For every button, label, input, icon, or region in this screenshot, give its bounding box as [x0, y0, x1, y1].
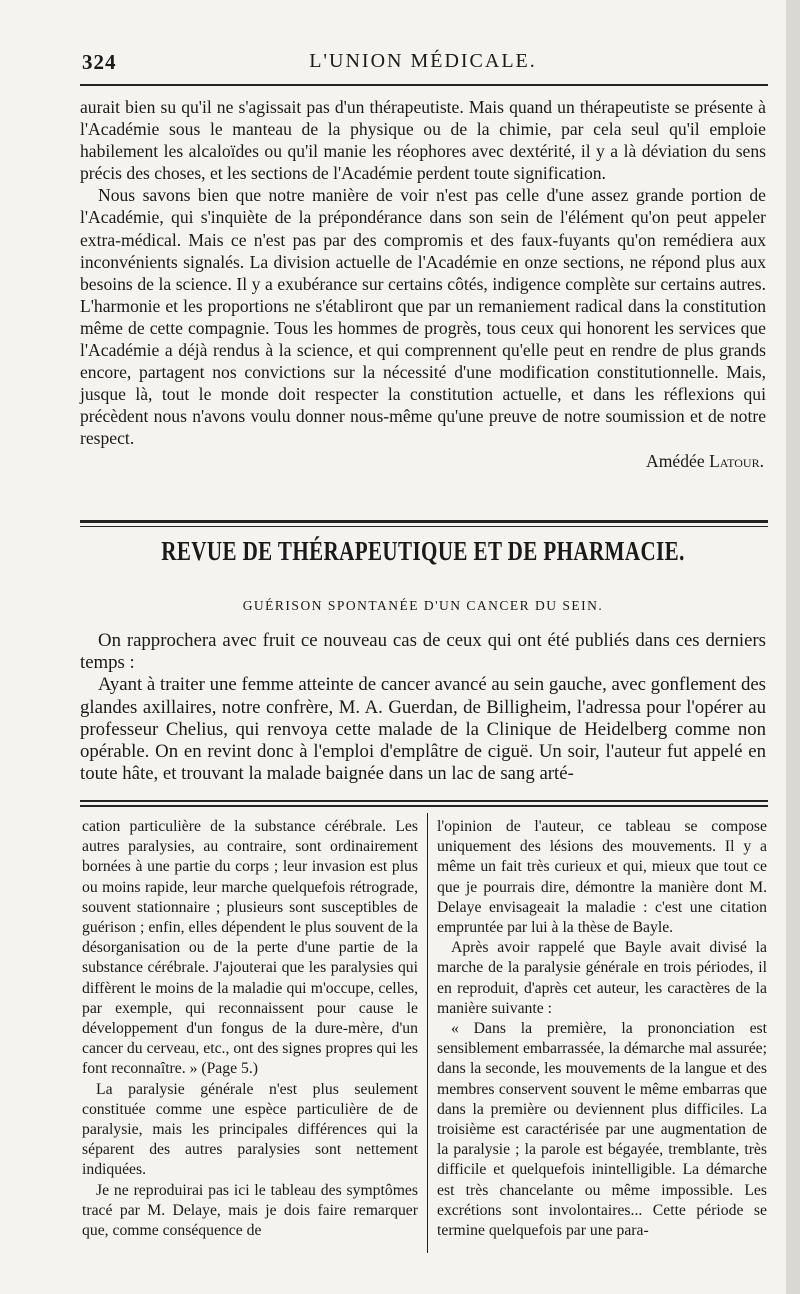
page-number: 324	[82, 50, 117, 74]
section-divider-bottom	[80, 526, 768, 527]
editorial-article	[80, 96, 766, 472]
column-divider	[427, 813, 428, 1253]
section-title: REVUE DE THÉRAPEUTIQUE ET DE PHARMACIE.	[161, 536, 685, 566]
section-divider-top	[80, 520, 768, 523]
feuilleton-paragraph: l'opinion de l'auteur, ce tableau se compose uniquement des lésions des mouvements. Il y a même un fait très curieux et qui, mieux que tout ce que je pourrais dire, démontre la manière dont M. Delaye envisageait la maladie : c'est une citation empruntée par lui à la thèse de Bayle.	[437, 818, 767, 937]
author-signature	[80, 450, 766, 472]
article-paragraph: Ayant à traiter une femme atteinte de cancer avancé au sein gauche, avec gonflement des glandes axillaires, notre confrère, M. A. Guerdan, de Billigheim, l'adressa pour l'opérer au professeur Chelius, qui renvoya cette malade de la Clinique de Heidelberg comme non opérable. On en revint donc à l'emploi d'emplâtre de ciguë. Un soir, l'auteur fut appelé en toute hâte, et trouvant la malade baignée dans un lac de sang arté-	[80, 674, 766, 785]
page-header	[82, 50, 764, 74]
page-edge	[786, 0, 800, 1294]
feuilleton-paragraph: cation particulière de la substance cérébrale. Les autres paralysies, au contraire, sont ordinairement bornées à une partie du corps ; leur invasion est plus ou moins rapide, leur marche quelquefois rétrograde, souvent stationnaire ; plusieurs sont susceptibles de guérison ; enfin, elles dépendent le plus souvent de la désorganisation ou de la perte d'une partie de la substance cérébrale. J'ajouterai que les paralysies qui diffèrent le moins de la maladie qui m'occupe, celles, par exemple, qui reconnaissent pour cause le développement d'un fongus de la dure-mère, d'un cancer du cerveau, etc., ont des signes propres qui les font reconnaître. » (Page 5.)	[82, 818, 418, 1078]
feuilleton-paragraph: Je ne reproduirai pas ici le tableau des symptômes tracé par M. Delaye, mais je dois faire remarquer que, comme conséquence de	[82, 1181, 418, 1240]
feuilleton-left-column	[82, 817, 418, 1241]
signature-last-name: Latour.	[709, 450, 764, 471]
feuilleton-rule-top	[80, 800, 768, 802]
signature-first-name: Amédée	[646, 450, 705, 471]
header-rule	[80, 84, 768, 86]
article-subtitle: GUÉRISON SPONTANÉE D'UN CANCER DU SEIN.	[242, 598, 604, 613]
running-title: L'UNION MÉDICALE.	[309, 50, 537, 72]
feuilleton-right-column	[437, 817, 767, 1241]
cancer-article	[80, 630, 766, 785]
editorial-paragraph: aurait bien su qu'il ne s'agissait pas d'un thérapeutiste. Mais quand un thérapeutiste se présente à l'Académie sous le manteau de la physique ou de la chimie, par cela seul qu'il emploie habilement les alcaloïdes ou qu'il manie les réophores avec dextérité, il y a là déviation du sens précis des choses, et les sections de l'Académie perdent toute signification.	[80, 97, 766, 184]
editorial-paragraph: Nous savons bien que notre manière de voir n'est pas celle d'une assez grande portion de l'Académie, qui s'inquiète de la prépondérance dans son sein de l'élément qu'on peut appeler extra-médical. Mais ce n'est pas par des compromis et des faux-fuyants qu'on remédiera aux inconvénients signalés. La division actuelle de l'Académie en onze sections, ne répond plus aux besoins de la science. Il y a exubérance sur certains côtés, indigence complète sur certains autres. L'harmonie et les proportions ne s'établiront que par un remaniement radical dans la constitution même de cette compagnie. Tous les hommes de progrès, tous ceux qui honorent les services que l'Académie a déjà rendus à la science, et qui comprennent qu'elle peut en rendre de plus grands encore, partagent nos convictions sur la nécessité d'une modification constitutionnelle. Mais, jusque là, tout le monde doit respecter la constitution actuelle, et dans les réflexions qui précèdent nous n'avons voulu donner nous-même qu'une preuve de notre soumission et de notre respect.	[80, 185, 766, 449]
feuilleton-paragraph: Après avoir rappelé que Bayle avait divisé la marche de la paralysie générale en trois périodes, il en reproduit, d'après cet auteur, les caractères de la manière suivante :	[437, 939, 767, 1017]
feuilleton-paragraph: « Dans la première, la prononciation est sensiblement embarrassée, la démarche mal assurée; dans la seconde, les mouvements de la langue et des membres conservent souvent le même embarras que dans la première ou deviennent plus difficiles. La troisième est caractérisée par une augmentation de la paralysie ; la parole est bégayée, tremblante, très difficile et quelquefois inintelligible. La démarche est très chancelante ou même impossible. Les excrétions sont involontaires... Cette période se termine quelquefois par une para-	[437, 1020, 767, 1240]
feuilleton-rule-bottom	[80, 805, 768, 807]
feuilleton-paragraph: La paralysie générale n'est plus seulement constituée comme une espèce particulière de de paralysie, mais les principales différences qui la séparent des autres paralysies sont nettement indiquées.	[82, 1080, 418, 1179]
article-paragraph: On rapprochera avec fruit ce nouveau cas de ceux qui ont été publiés dans ces derniers temps :	[80, 630, 766, 674]
